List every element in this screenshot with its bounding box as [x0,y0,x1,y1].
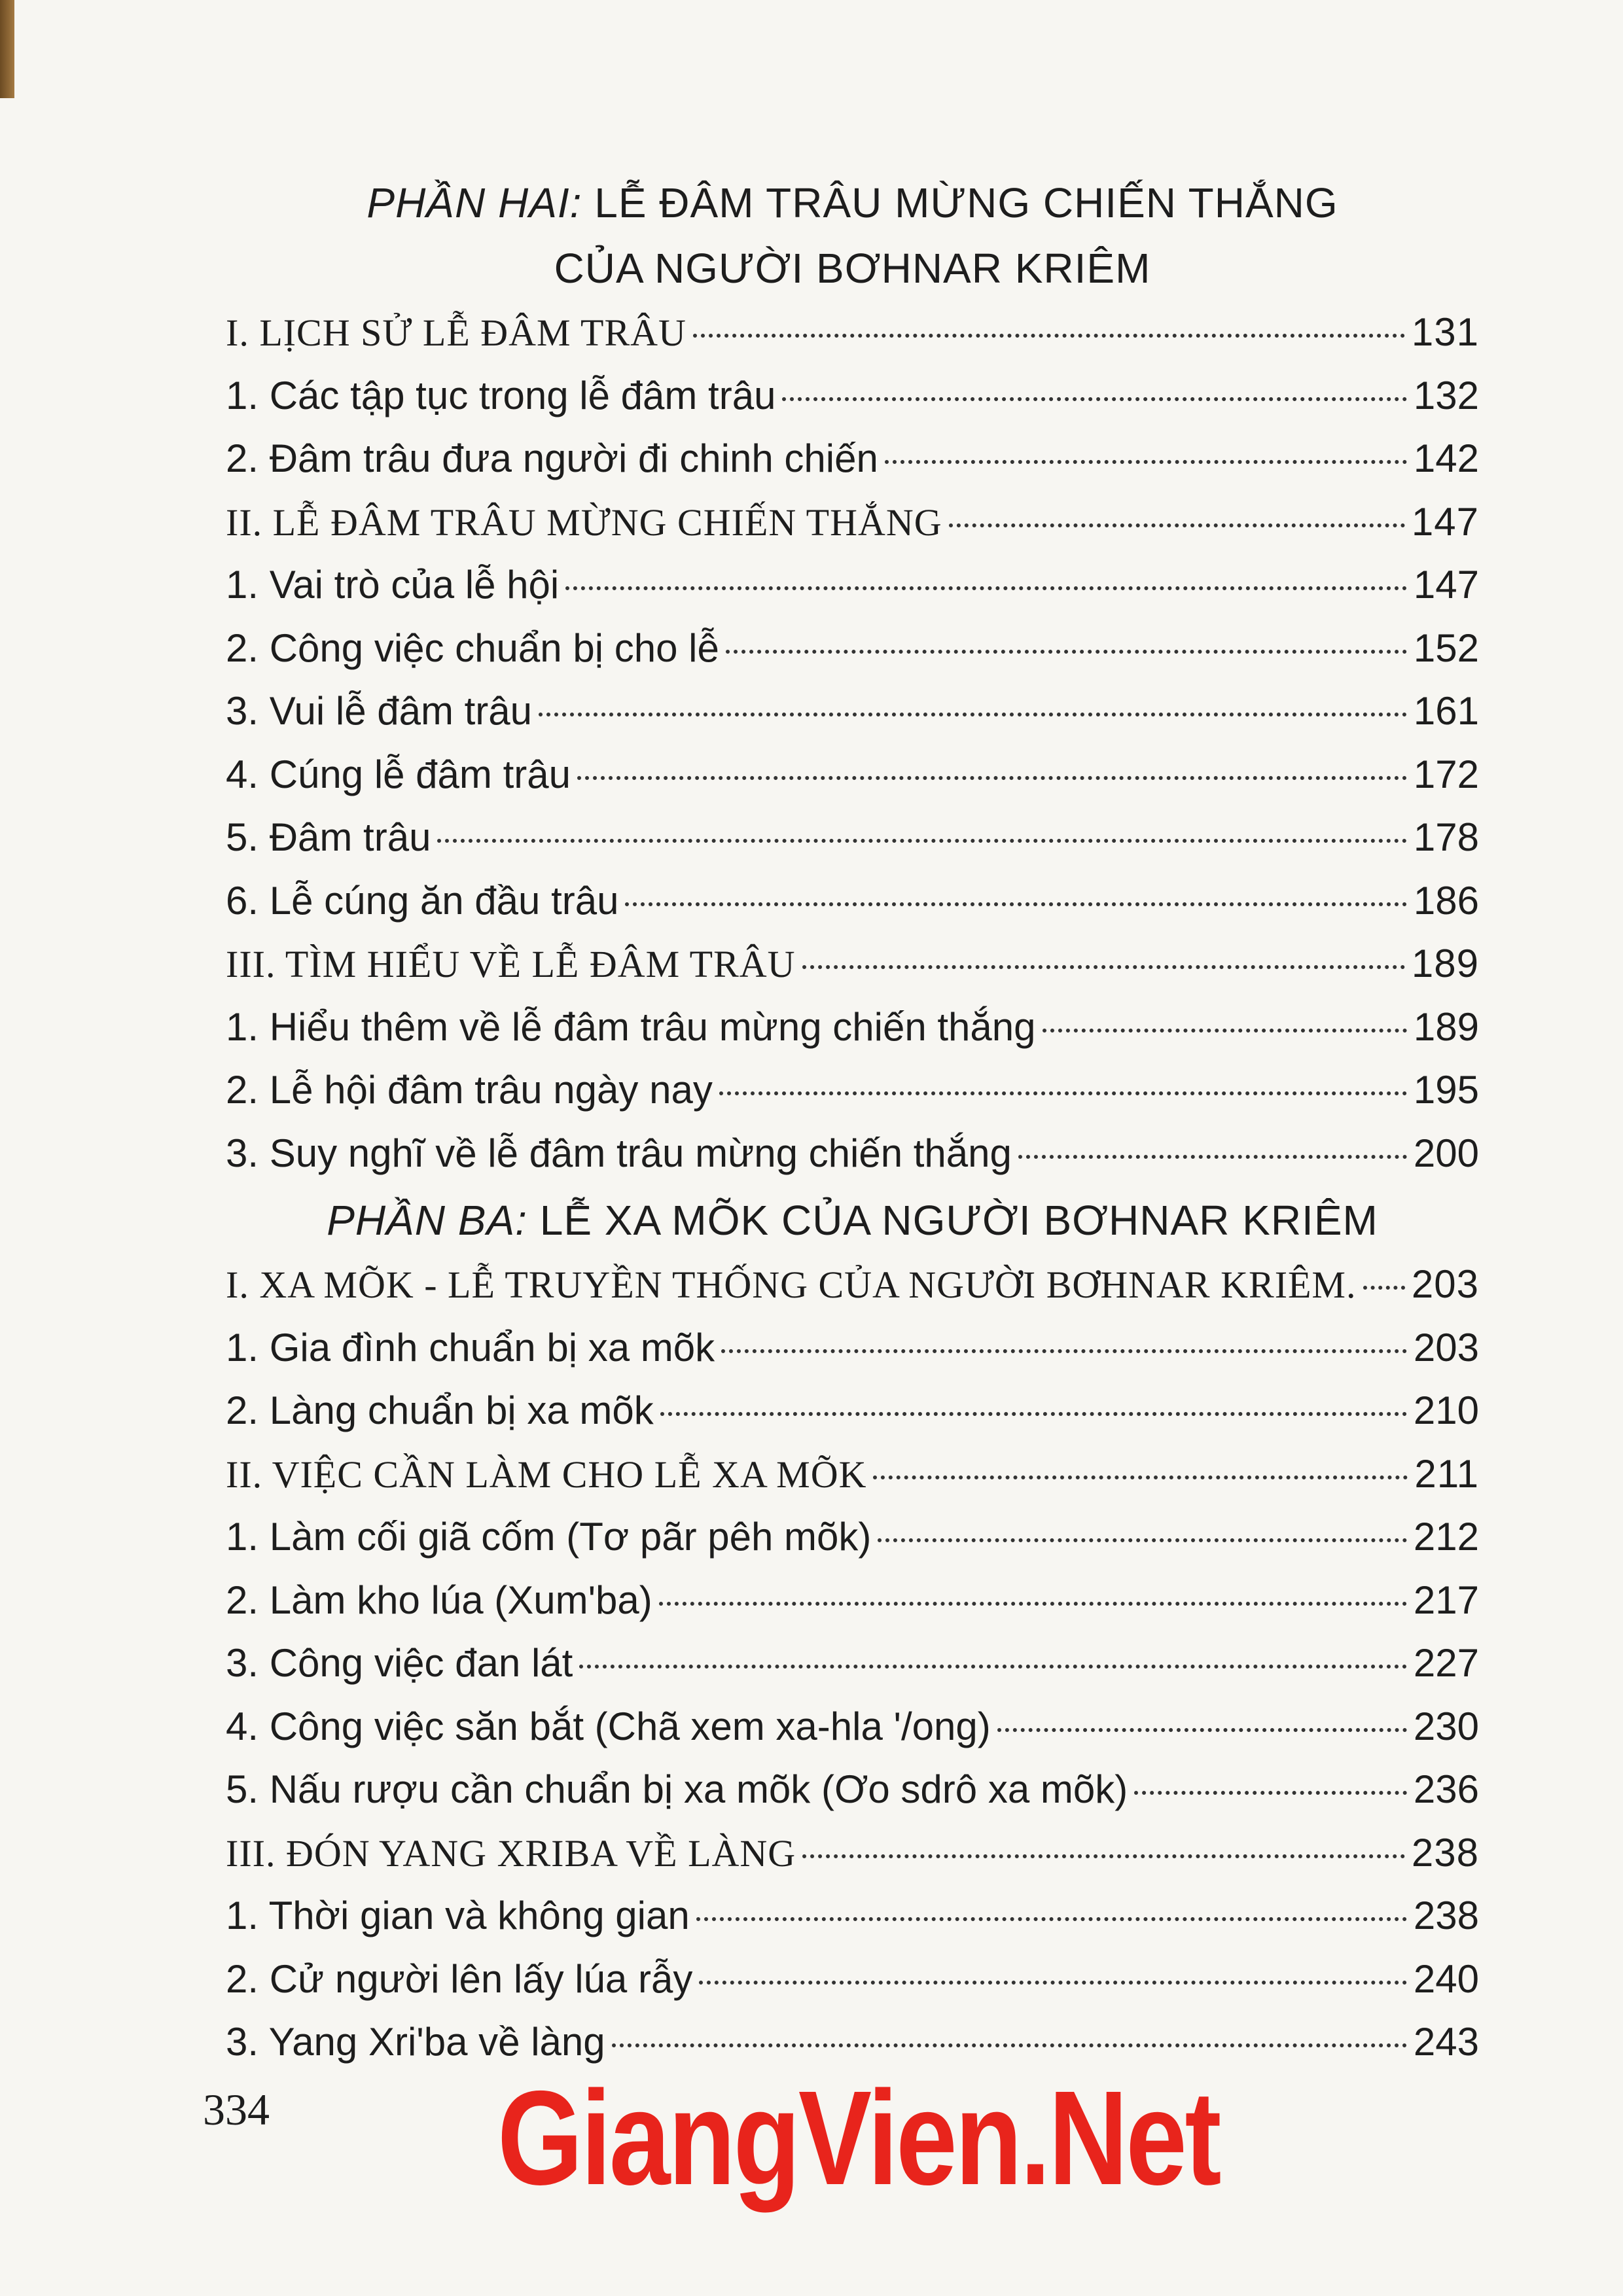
dot-leader [579,1665,1407,1669]
toc-entry [226,301,1479,364]
toc-entry-page-number: 230 [1413,1704,1479,1748]
part-two-heading-line2 [226,236,1479,301]
toc-entry [226,680,1479,743]
toc-entry-title: 1. Làm cối giã cốm (Tơ pãr pêh mõk) [226,1515,872,1559]
dot-leader [802,965,1405,969]
toc-entry-page-number: 203 [1411,1262,1479,1306]
dot-leader [1018,1155,1407,1159]
part-three-prefix: PHẦN BA: [327,1197,527,1244]
part-three-toc-list [226,1253,1479,2074]
toc-entry-title: III. TÌM HIỂU VỀ LỄ ĐÂM TRÂU [226,943,796,985]
toc-entry [226,932,1479,996]
dot-leader [660,1412,1407,1416]
toc-entry [226,617,1479,680]
toc-entry-page-number: 236 [1413,1767,1479,1811]
toc-entry-page-number: 212 [1413,1515,1479,1559]
toc-entry-title: 1. Vai trò của lễ hội [226,563,560,607]
toc-entry-title: 3. Vui lễ đâm trâu [226,689,533,733]
toc-entry-page-number: 152 [1413,626,1479,670]
toc-entry-page-number: 172 [1413,752,1479,796]
toc-entry-page-number: 203 [1413,1325,1479,1369]
toc-entry-title: I. LỊCH SỬ LỄ ĐÂM TRÂU [226,311,687,354]
toc-entry-title: 3. Suy nghĩ về lễ đâm trâu mừng chiến thắng [226,1131,1012,1175]
dot-leader [782,397,1406,401]
toc-entry-page-number: 161 [1413,689,1479,733]
page-number: 334 [203,2085,270,2134]
toc-entry-title: II. VIỆC CẦN LÀM CHO LỄ XA MÕK [226,1453,867,1496]
toc-entry-title: 6. Lễ cúng ăn đầu trâu [226,878,619,923]
toc-entry-title: 1. Gia đình chuẩn bị xa mõk [226,1325,715,1369]
toc-entry-title: 5. Nấu rượu cần chuẩn bị xa mõk (Ơo sdrô xa mõk) [226,1767,1128,1811]
toc-entry-page-number: 147 [1413,563,1479,607]
toc-entry-page-number: 178 [1413,815,1479,859]
toc-entry-page-number: 132 [1413,373,1479,417]
part-two-title-line1: LỄ ĐÂM TRÂU MỪNG CHIẾN THẮNG [594,179,1338,226]
toc-entry [226,364,1479,428]
toc-entry-page-number: 238 [1411,1830,1479,1875]
toc-entry [226,870,1479,933]
toc-entry-page-number: 195 [1413,1068,1479,1112]
dot-leader [873,1475,1408,1479]
toc-entry-page-number: 189 [1411,942,1479,985]
toc-entry [226,1569,1479,1633]
book-binding-edge [0,0,14,98]
toc-entry-page-number: 131 [1411,310,1479,354]
part-two-toc-list [226,301,1479,1185]
toc-entry-page-number: 211 [1414,1451,1479,1496]
part-three-title-line1: LỄ XA MÕK CỦA NGƯỜI BƠHNAR KRIÊM [539,1197,1378,1244]
part-two-title-line2: CỦA NGƯỜI BƠHNAR KRIÊM [554,245,1151,292]
toc-entry [226,427,1479,491]
toc-entry-title: II. LỄ ĐÂM TRÂU MỪNG CHIẾN THẮNG [226,501,942,544]
toc-entry [226,1379,1479,1443]
toc-entry-title: 3. Công việc đan lát [226,1641,573,1685]
toc-entry-title: 1. Thời gian và không gian [226,1894,690,1937]
toc-entry [226,1695,1479,1759]
toc-entry-page-number: 227 [1413,1641,1479,1685]
dot-leader [726,650,1407,654]
toc-entry-page-number: 147 [1411,499,1479,544]
dot-leader [949,523,1405,527]
toc-entry-page-number: 189 [1413,1004,1479,1049]
dot-leader [721,1349,1407,1353]
dot-leader [625,902,1406,906]
toc-entry-page-number: 240 [1413,1956,1479,2001]
part-three-heading [226,1188,1479,1253]
toc-entry [226,1316,1479,1380]
toc-entry [226,1506,1479,1569]
dot-leader [696,1917,1407,1921]
table-of-contents-page [226,170,1479,2074]
dot-leader [802,1854,1405,1858]
toc-entry-title: 1. Hiểu thêm về lễ đâm trâu mừng chiến thắng [226,1004,1036,1049]
dot-leader [659,1602,1407,1606]
dot-leader [437,839,1406,843]
toc-entry-title: 2. Làng chuẩn bị xa mõk [226,1388,654,1432]
toc-entry [226,743,1479,807]
toc-entry-page-number: 210 [1413,1388,1479,1432]
toc-entry [226,1948,1479,2011]
toc-entry [226,554,1479,617]
dot-leader [1134,1791,1407,1795]
toc-entry-title: 2. Cử người lên lấy lúa rẫy [226,1956,693,2001]
dot-leader [885,460,1407,464]
toc-entry-title: 2. Công việc chuẩn bị cho lễ [226,626,719,670]
toc-entry-page-number: 217 [1413,1578,1479,1622]
toc-entry-title: III. ĐÓN YANG XRIBA VỀ LÀNG [226,1831,796,1875]
toc-entry [226,806,1479,870]
toc-entry-page-number: 238 [1413,1894,1479,1937]
toc-entry-page-number: 142 [1413,436,1479,480]
toc-entry-title: 4. Cúng lễ đâm trâu [226,752,571,796]
toc-entry-title: I. XA MÕK - LỄ TRUYỀN THỐNG CỦA NGƯỜI BƠHNAR KRIÊM. [226,1263,1357,1306]
toc-entry-page-number: 200 [1413,1131,1479,1175]
toc-entry-page-number: 243 [1413,2020,1479,2064]
dot-leader [565,586,1407,590]
toc-entry-title: 4. Công việc săn bắt (Chã xem xa-hla '/ong) [226,1704,991,1748]
dot-leader [719,1091,1407,1095]
dot-leader [539,713,1407,716]
dot-leader [878,1538,1407,1542]
toc-entry-title: 3. Yang Xri'ba về làng [226,2020,605,2064]
dot-leader [699,1981,1407,1985]
toc-entry [226,491,1479,554]
dot-leader [1043,1029,1407,1033]
toc-entry-title: 2. Lễ hội đâm trâu ngày nay [226,1068,713,1112]
toc-entry [226,1822,1479,1885]
toc-entry [226,996,1479,1059]
part-two-heading [226,170,1479,236]
toc-entry [226,1443,1479,1506]
dot-leader [1363,1286,1405,1290]
dot-leader [577,776,1407,780]
toc-entry-title: 1. Các tập tục trong lễ đâm trâu [226,373,776,417]
toc-entry [226,1253,1479,1316]
watermark-logo: GiangVien.Net [497,2063,1220,2213]
toc-entry [226,1059,1479,1122]
toc-entry [226,1122,1479,1186]
toc-entry-page-number: 186 [1413,878,1479,923]
dot-leader [997,1728,1407,1732]
toc-entry-title: 2. Đâm trâu đưa người đi chinh chiến [226,436,878,480]
dot-leader [693,334,1405,338]
toc-entry-title: 5. Đâm trâu [226,815,431,859]
toc-entry [226,1884,1479,1948]
toc-entry [226,1632,1479,1695]
toc-entry [226,1758,1479,1822]
dot-leader [612,2043,1407,2047]
toc-entry-title: 2. Làm kho lúa (Xum'ba) [226,1578,652,1622]
part-two-prefix: PHẦN HAI: [366,179,582,226]
